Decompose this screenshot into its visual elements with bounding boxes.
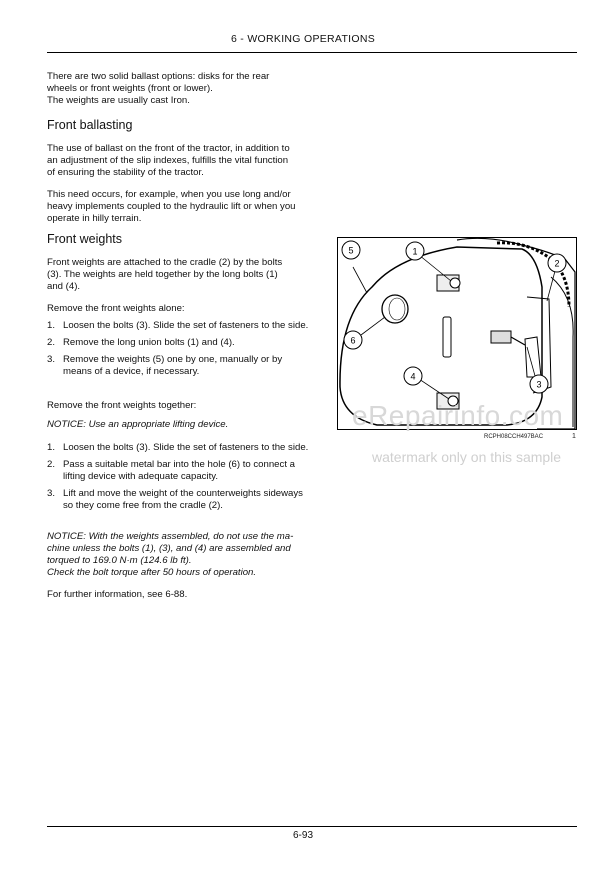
list-item [47,337,309,349]
callout-3 [530,375,548,393]
remove-alone-steps [47,320,309,383]
list-item [47,488,309,512]
intro-line: The weights are usually cast Iron. [47,95,190,106]
text-line: The use of ballast on the front of the tractor, in addition to [47,143,290,154]
intro-line: wheels or front weights (front or lower). [47,83,213,94]
text-line: torqued to 169.0 N·m (124.6 lb ft). [47,555,192,566]
callout-1 [406,242,424,260]
list-item [47,354,309,378]
step-number: 2. [47,337,56,348]
text-line: (3). The weights are held together by the long bolts (1) [47,269,278,280]
text-line: operate in hilly terrain. [47,213,142,224]
remove-together-steps [47,442,309,517]
list-item [47,442,309,454]
weights-paragraph [47,257,309,293]
step-number: 2. [47,459,56,470]
text-line: chine unless the bolts (1), (3), and (4) are assembled and [47,543,291,554]
callout-label: 3 [536,379,542,390]
callout-4 [404,367,422,385]
step-text: Loosen the bolts (3). Slide the set of fasteners to the side. [63,442,309,453]
running-header: 6 - WORKING OPERATIONS [230,33,376,45]
further-info: For further information, see 6-88. [47,589,188,600]
callout-2 [548,254,566,272]
text-line: This need occurs, for example, when you use long and/or [47,189,291,200]
callout-label: 4 [410,371,416,382]
remove-alone-intro: Remove the front weights alone: [47,303,185,314]
footer-rule [47,826,577,827]
step-number: 1. [47,442,56,453]
list-item [47,459,309,483]
notice-torque [47,531,309,579]
watermark-site: eRepairinfo.com [352,400,564,431]
text-line: of ensuring the stability of the tractor. [47,167,204,178]
text-line: and (4). [47,281,81,292]
remove-together-intro: Remove the front weights together: [47,400,197,411]
ballasting-paragraph-2 [47,189,309,225]
intro-line: There are two solid ballast options: disks for the rear [47,71,270,82]
step-number: 1. [47,320,56,331]
figure-code: RCPH08CCH497BAC [484,434,544,440]
callout-5 [342,241,360,259]
callout-label: 5 [348,245,354,256]
notice-lifting: NOTICE: Use an appropriate lifting device. [47,419,229,430]
watermark-note: watermark only on this sample [372,449,562,465]
callout-label: 1 [412,246,418,257]
callout-6 [344,331,362,349]
text-line: heavy implements coupled to the hydraulic lift or when you [47,201,296,212]
text-line: Front weights are attached to the cradle (2) by the bolts [47,257,283,268]
step-text: Lift and move the weight of the counterweights sideways so they come free from the cradle (2). [63,488,303,511]
figure-number: 1 [572,433,576,440]
step-text: Loosen the bolts (3). Slide the set of fasteners to the side. [63,320,309,331]
step-text: Remove the weights (5) one by one, manually or by means of a device, if necessary. [63,354,283,377]
intro-paragraph [47,71,309,107]
heading-front-weights: Front weights [47,232,123,246]
step-number: 3. [47,488,56,499]
step-number: 3. [47,354,56,365]
text-line: Check the bolt torque after 50 hours of operation. [47,567,257,578]
step-text: Remove the long union bolts (1) and (4). [63,337,235,348]
list-item [47,320,309,332]
text-line: NOTICE: With the weights assembled, do not use the ma- [47,531,294,542]
ballasting-paragraph-1 [47,143,309,179]
text-line: an adjustment of the slip indexes, fulfills the vital function [47,155,289,166]
callout-label: 2 [554,258,560,269]
header-rule [47,52,577,53]
heading-front-ballasting: Front ballasting [47,118,133,132]
page-number: 6-93 [292,830,313,841]
callout-label: 6 [350,335,356,346]
step-text: Pass a suitable metal bar into the hole (6) to connect a lifting device with adequate capacity. [63,459,295,482]
